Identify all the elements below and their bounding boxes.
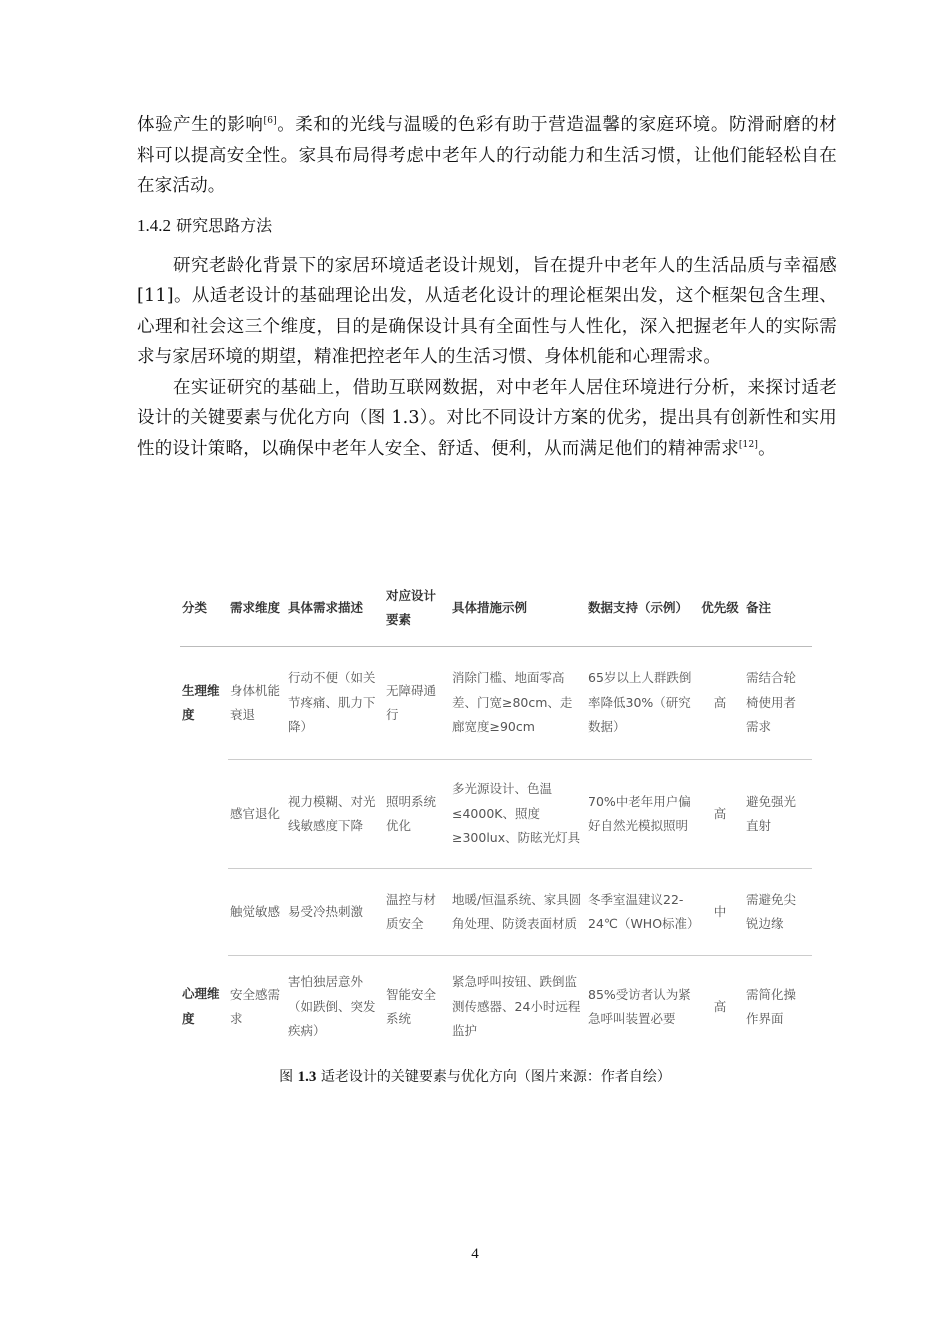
row-data-support: 70%中老年用户偏好自然光模拟照明 — [586, 760, 698, 869]
document-body — [137, 110, 837, 464]
row-category: 心理维度 — [182, 986, 220, 1026]
row-priority: 中 — [698, 869, 744, 956]
row-dimension: 身体机能衰退 — [228, 647, 286, 760]
caption-number: 1.3 — [297, 1069, 317, 1085]
row-data-support: 冬季室温建议22-24℃（WHO标准） — [586, 869, 698, 956]
row-design-element: 温控与材质安全 — [384, 869, 450, 956]
row-description: 害怕独居意外（如跌倒、突发疾病） — [288, 974, 376, 1039]
table-row — [180, 647, 812, 760]
row-priority: 高 — [713, 998, 727, 1014]
row-measures: 紧急呼叫按钮、跌倒监测传感器、24小时远程监护 — [452, 974, 581, 1039]
row-design-element: 无障碍通行 — [384, 647, 450, 760]
caption-text: 适老设计的关键要素与优化方向（图片来源：作者自绘） — [320, 1069, 671, 1085]
para1-rest: 。柔和的光线与温暖的色彩有助于营造温馨的家庭环境。防滑耐磨的材料可以提高安全性。家具布局得考虑中老年人的行动能力和生活习惯，让他们能轻松自在在家活动。 — [137, 115, 837, 196]
table-row — [180, 869, 812, 956]
citation-12: [12] — [738, 439, 759, 450]
row-dimension: 触觉敏感 — [228, 869, 286, 956]
paragraph-2: 研究老龄化背景下的家居环境适老设计规划，旨在提升中老年人的生活品质与幸福感[11]。从适老设计的基础理论出发，从适老化设计的理论框架出发，这个框架包含生理、心理和社会这三个维度，目的是确保设计具有全面性与人性化，深入把握老年人的实际需求与家居环境的期望，精准把控老年人的生活习惯、身体机能和心理需求。 — [137, 255, 837, 367]
row-measures: 地暖/恒温系统、家具圆角处理、防烫表面材质 — [450, 869, 586, 956]
section-number: 1.4.2 — [137, 215, 171, 235]
caption-label: 图 — [279, 1069, 294, 1085]
row-priority: 高 — [698, 647, 744, 760]
row-description: 视力模糊、对光线敏感度下降 — [286, 760, 384, 869]
row-dimension: 感官退化 — [228, 760, 286, 869]
header-data-support: 数据支持（示例） — [586, 570, 698, 647]
citation-6: [6] — [263, 116, 277, 127]
row-category — [180, 869, 228, 956]
row-dimension: 安全感需求 — [230, 986, 281, 1026]
row-notes: 需结合轮椅使用者需求 — [744, 647, 812, 760]
row-notes: 需避免尖锐边缘 — [744, 869, 812, 956]
row-category: 生理维度 — [182, 682, 220, 723]
table-row — [180, 956, 812, 1059]
para1-text: 体验产生的影响 — [137, 115, 264, 135]
section-title: 研究思路方法 — [176, 215, 273, 235]
row-measures: 多光源设计、色温≤4000K、照度≥300lux、防眩光灯具 — [450, 760, 586, 869]
section-heading — [137, 212, 837, 240]
paragraph-3 — [137, 373, 837, 465]
row-priority: 高 — [698, 760, 744, 869]
row-notes: 需简化操作界面 — [746, 986, 797, 1026]
row-notes: 避免强光直射 — [744, 760, 812, 869]
para3-text: 在实证研究的基础上，借助互联网数据，对中老年人居住环境进行分析，来探讨适老设计的关键要素与优化方向（图 1.3）。对比不同设计方案的优劣，提出具有创新性和实用性的设计策略，以确保中老年人安全、舒适、便利，从而满足他们的精神需求 — [137, 377, 837, 459]
row-design-element: 照明系统优化 — [384, 760, 450, 869]
header-category: 分类 — [180, 570, 228, 647]
row-measures: 消除门槛、地面零高差、门宽≥80cm、走廊宽度≥90cm — [450, 647, 586, 760]
table-header-row — [180, 570, 812, 647]
paragraph-1 — [137, 110, 837, 202]
row-description: 易受冷热刺激 — [286, 869, 384, 956]
header-design-element: 对应设计要素 — [384, 570, 450, 647]
figure-table — [180, 570, 812, 1058]
requirements-table — [180, 570, 812, 1058]
header-notes: 备注 — [744, 570, 812, 647]
figure-caption — [0, 1066, 950, 1086]
table-row — [180, 760, 812, 869]
row-data-support: 65岁以上人群跌倒率降低30%（研究数据） — [586, 647, 698, 760]
row-design-element: 智能安全系统 — [386, 986, 437, 1026]
row-data-support: 85%受访者认为紧急呼叫装置必要 — [588, 986, 691, 1026]
para3-end: 。 — [758, 438, 776, 459]
row-category — [180, 760, 228, 869]
page-number: 4 — [471, 1246, 479, 1262]
header-description: 具体需求描述 — [286, 570, 384, 647]
header-measures: 具体措施示例 — [450, 570, 586, 647]
header-priority: 优先级 — [698, 570, 744, 647]
row-description: 行动不便（如关节疼痛、肌力下降） — [286, 647, 384, 760]
header-dimension: 需求维度 — [228, 570, 286, 647]
